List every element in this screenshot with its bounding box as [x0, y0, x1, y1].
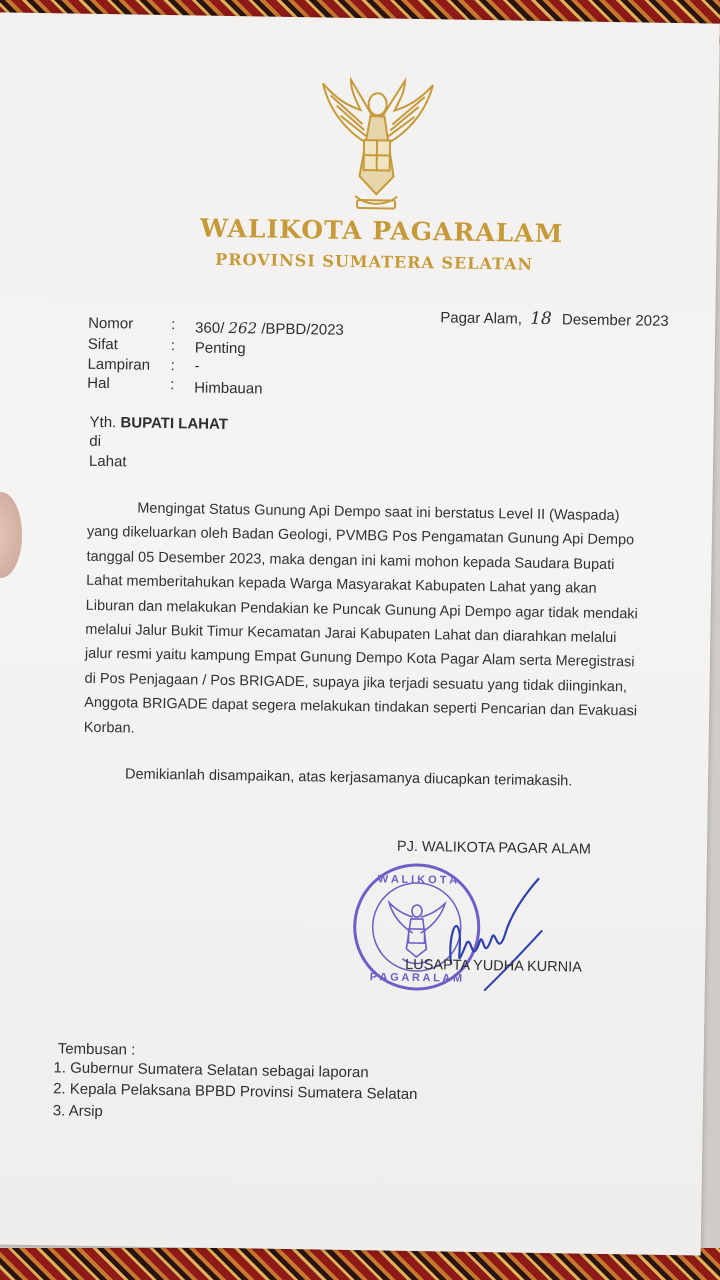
date-day: 18: [530, 308, 552, 330]
svg-text:P A G A R A L A M: P A G A R A L A M: [369, 971, 463, 985]
meta-label-sifat: Sifat: [87, 335, 118, 354]
addressee-di: di: [89, 432, 102, 450]
handwritten-signature-icon: [425, 871, 577, 1003]
meta-label-nomor: Nomor: [88, 314, 134, 333]
body-paragraph: [84, 496, 653, 749]
addressee-line: [89, 414, 228, 433]
meta-label-lampiran: Lampiran: [87, 355, 151, 374]
meta-value-sifat: Penting: [194, 339, 246, 358]
body-line: Anggota BRIGADE dapat segera melakukan tindakan seperti Pencarian dan Evakuasi: [84, 695, 638, 720]
meta-label-hal: Hal: [87, 374, 110, 393]
body-line: melalui Jalur Bukit Timur Kecamatan Jarai Kabupaten Lahat dan diarahkan melalui: [85, 621, 617, 647]
body-line: Mengingat Status Gunung Api Dempo saat ini berstatus Level II (Waspada): [137, 500, 620, 525]
nomor-prefix: 360/: [194, 319, 225, 337]
date-city: Pagar Alam,: [440, 309, 523, 328]
meta-value-nomor: [195, 318, 344, 338]
meta-colon: :: [170, 357, 175, 375]
nomor-handwritten: 262: [228, 318, 258, 338]
meta-value-lampiran: -: [194, 357, 200, 375]
letter-paper: [0, 12, 720, 1255]
closing-sentence: Demikianlah disampaikan, atas kerjasamanya diucapkan terimakasih.: [124, 766, 573, 790]
body-line: Lahat memberitahukan kepada Warga Masyarakat Kabupaten Lahat yang akan: [85, 572, 597, 598]
meta-colon: :: [170, 376, 175, 394]
garuda-emblem-icon: [315, 75, 439, 217]
tembusan-item: 3. Arsip: [52, 1102, 103, 1121]
tembusan-item: 2. Kepala Pelaksana BPBD Provinsi Sumatera Selatan: [53, 1080, 418, 1104]
date-month-year: Desember 2023: [561, 311, 669, 330]
tembusan-item: 1. Gubernur Sumatera Selatan sebagai laporan: [53, 1059, 369, 1082]
body-line: di Pos Penjagaan / Pos BRIGADE, supaya jika terjadi sesuatu yang tidak diinginkan,: [84, 670, 628, 696]
addressee-place: Lahat: [88, 452, 127, 471]
svg-text:W A L I K O T A: W A L I K O T A: [377, 873, 458, 887]
meta-value-hal: Himbauan: [194, 379, 263, 398]
body-line: jalur resmi yaitu kampung Empat Gunung Dempo Kota Pagar Alam serta Meregistrasi: [84, 646, 635, 671]
body-line: yang dikeluarkan oleh Badan Geologi, PVMBG Pos Pengamatan Gunung Api Dempo: [86, 524, 635, 549]
nomor-suffix: /BPBD/2023: [261, 320, 344, 339]
tembusan-heading: Tembusan :: [57, 1040, 136, 1059]
body-line: Liburan dan melakukan Pendakian ke Puncak Gunung Api Dempo agar tidak mendaki: [85, 597, 638, 623]
body-line: tanggal 05 Desember 2023, maka dengan ini kami mohon kepada Saudara Bupati: [86, 548, 615, 573]
addressee-yth: Yth.: [89, 413, 117, 432]
signature-position: PJ. WALIKOTA PAGAR ALAM: [396, 838, 592, 858]
letter-date: [440, 307, 669, 331]
letterhead-subtitle: PROVINSI SUMATERA SELATAN: [215, 249, 534, 274]
meta-colon: :: [171, 316, 176, 334]
addressee-name: BUPATI LAHAT: [120, 414, 229, 433]
body-line: Korban.: [83, 719, 135, 737]
meta-colon: :: [170, 337, 176, 355]
letterhead-title: WALIKOTA PAGARALAM: [199, 213, 564, 249]
signatory-name: LUSAPTA YUDHA KURNIA: [405, 956, 582, 976]
